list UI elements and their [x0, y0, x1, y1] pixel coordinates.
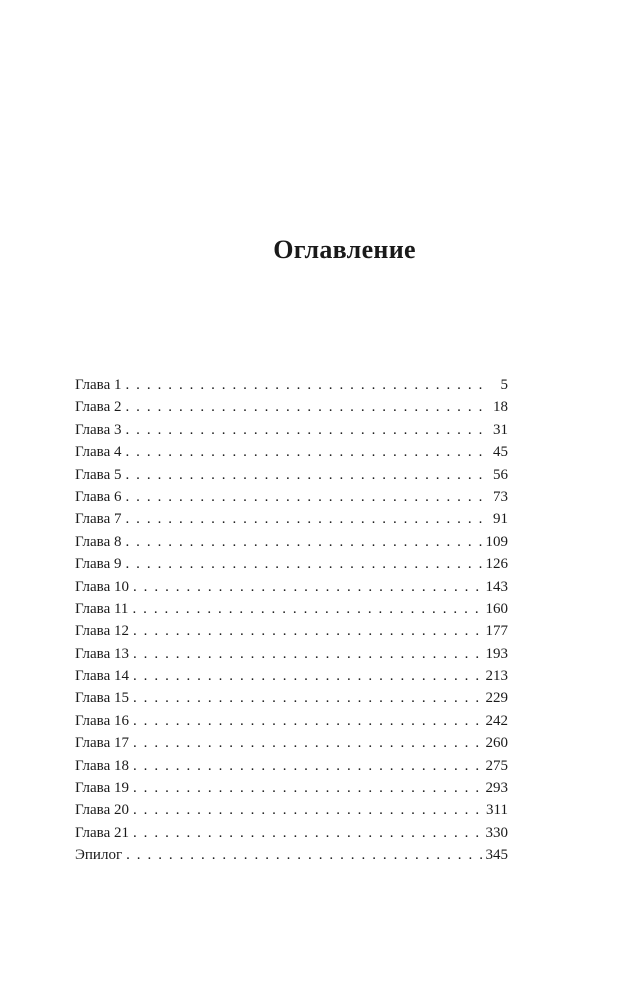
toc-entry-page-number: 293 [485, 780, 508, 797]
toc-entry[interactable] [75, 844, 508, 866]
toc-entry-page-number: 242 [485, 712, 508, 729]
toc-dot-leader [133, 732, 482, 754]
toc-entry-label: Глава 1 [75, 377, 122, 393]
toc-entry-page-number: 126 [485, 556, 508, 573]
toc-entry-label: Глава 8 [75, 533, 122, 550]
toc-entry[interactable] [75, 822, 508, 844]
toc-entry-label: Глава 2 [75, 399, 122, 416]
toc-entry-label: Глава 11 [75, 600, 129, 617]
toc-entry-label: Глава 20 [75, 802, 129, 819]
table-of-contents [75, 374, 508, 867]
toc-entry[interactable] [75, 710, 508, 732]
toc-entry[interactable] [75, 732, 508, 754]
toc-entry-page-number: 330 [485, 824, 508, 841]
toc-entry-label: Глава 12 [75, 623, 129, 640]
toc-dot-leader [133, 755, 482, 777]
toc-entry[interactable] [75, 419, 508, 441]
toc-dot-leader [125, 419, 486, 441]
toc-entry[interactable] [75, 799, 508, 821]
toc-dot-leader [125, 441, 486, 463]
toc-dot-leader [133, 576, 482, 598]
toc-entry[interactable] [75, 643, 508, 665]
toc-dot-leader [125, 486, 486, 508]
toc-entry-label: Глава 18 [75, 757, 129, 774]
toc-dot-leader [125, 531, 481, 553]
toc-dot-leader [133, 822, 482, 844]
toc-entry-label: Глава 4 [75, 444, 122, 461]
toc-dot-leader [125, 508, 486, 530]
toc-entry[interactable] [75, 396, 508, 418]
toc-dot-leader [133, 620, 482, 642]
toc-entry[interactable] [75, 531, 508, 553]
toc-entry-page-number: 260 [485, 735, 508, 752]
toc-entry-page-number: 229 [485, 690, 508, 707]
toc-entry[interactable] [75, 464, 508, 486]
toc-entry[interactable] [75, 665, 508, 687]
toc-entry-label: Глава 14 [75, 668, 129, 685]
toc-dot-leader [125, 464, 486, 486]
toc-entry-label: Глава 17 [75, 735, 129, 752]
toc-entry-page-number: 5 [500, 377, 508, 393]
toc-entry-page-number: 177 [485, 623, 508, 640]
toc-entry-label: Глава 9 [75, 556, 122, 573]
toc-entry-page-number: 56 [493, 466, 508, 483]
toc-entry-label: Глава 19 [75, 780, 129, 797]
toc-dot-leader [126, 844, 481, 866]
toc-entry-label: Глава 7 [75, 511, 122, 528]
toc-entry-page-number: 91 [493, 511, 508, 528]
toc-entry-page-number: 109 [485, 533, 508, 550]
toc-dot-leader [133, 665, 482, 687]
toc-dot-leader [125, 553, 481, 575]
toc-entry-page-number: 73 [493, 488, 508, 505]
toc-entry-label: Глава 15 [75, 690, 129, 707]
page-title: Оглавление [273, 235, 416, 265]
toc-entry[interactable] [75, 777, 508, 799]
toc-entry-page-number: 345 [485, 847, 508, 864]
toc-entry[interactable] [75, 508, 508, 530]
toc-dot-leader [125, 374, 486, 396]
toc-dot-leader [133, 710, 482, 732]
toc-entry-page-number: 160 [485, 600, 508, 617]
toc-dot-leader [133, 687, 482, 709]
toc-entry-label: Глава 13 [75, 645, 129, 662]
toc-entry-label: Глава 21 [75, 824, 129, 841]
toc-entry-label: Глава 6 [75, 488, 122, 505]
toc-entry[interactable] [75, 620, 508, 642]
toc-entry-page-number: 193 [485, 645, 508, 662]
toc-entry-page-number: 275 [485, 757, 508, 774]
toc-dot-leader [132, 598, 481, 620]
toc-entry[interactable] [75, 576, 508, 598]
toc-entry[interactable] [75, 374, 508, 396]
toc-entry-label: Эпилог [75, 847, 123, 864]
toc-entry-page-number: 31 [493, 421, 508, 438]
toc-dot-leader [133, 799, 482, 821]
toc-entry-label: Глава 10 [75, 578, 129, 595]
toc-dot-leader [125, 396, 486, 418]
toc-entry[interactable] [75, 755, 508, 777]
toc-entry[interactable] [75, 553, 508, 575]
toc-entry[interactable] [75, 486, 508, 508]
toc-entry-page-number: 18 [493, 399, 508, 416]
toc-entry-label: Глава 16 [75, 712, 129, 729]
toc-entry-page-number: 311 [486, 802, 508, 819]
toc-dot-leader [133, 777, 482, 799]
toc-entry-page-number: 143 [485, 578, 508, 595]
toc-entry[interactable] [75, 598, 508, 620]
toc-entry-label: Глава 3 [75, 421, 122, 438]
toc-entry-page-number: 45 [493, 444, 508, 461]
toc-entry-page-number: 213 [485, 668, 508, 685]
toc-dot-leader [133, 643, 482, 665]
toc-entry[interactable] [75, 441, 508, 463]
toc-entry[interactable] [75, 687, 508, 709]
toc-entry-label: Глава 5 [75, 466, 122, 483]
